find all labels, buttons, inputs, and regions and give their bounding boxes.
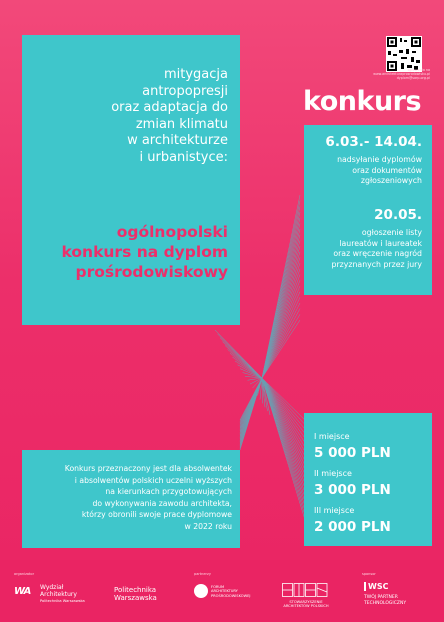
schedule-panel — [304, 125, 432, 295]
starburst-line — [262, 258, 300, 379]
wa-small-text: Politechnika Warszawska — [40, 599, 85, 603]
prize-amount-3: 2 000 PLN — [314, 519, 391, 535]
fapp-logo-icon — [194, 584, 208, 598]
schedule-text-1: nadsyłanie dyplomów oraz dokumentów zgłoszeniowych — [337, 155, 422, 185]
starburst-line — [262, 378, 305, 452]
partners-label: partnerzy — [194, 572, 211, 576]
prize-amount-2: 3 000 PLN — [314, 482, 391, 498]
prize-place-1: I miejsce — [314, 432, 350, 441]
page-title: konkurs — [303, 86, 422, 117]
qr-caption: zgłoszenia na www.architekturaprosrodowisku.pl dyplom@sarp.org.pl — [373, 68, 430, 80]
qr-code-icon[interactable] — [386, 36, 422, 72]
schedule-date-1: 6.03.- 14.04. — [325, 134, 422, 150]
starburst-line — [230, 353, 262, 378]
starburst-line — [262, 378, 305, 475]
headline: ogólnopolski konkurs na dyplom prośrodowiskowy — [61, 223, 228, 281]
main-panel — [22, 35, 240, 325]
partner-logo: WSC — [364, 582, 388, 591]
schedule-text-2: ogłoszenie listy laureatów i laureatek oraz wręczenie nagród przyznanych przez jury — [331, 228, 422, 269]
starburst-line — [235, 361, 262, 378]
sarp-logo-icon — [282, 582, 328, 596]
footer-logos — [0, 560, 444, 622]
starburst-line — [233, 357, 263, 378]
starburst-line — [262, 378, 305, 479]
wa-logo-text: Wydział Architektury — [40, 584, 77, 598]
starburst-line — [262, 378, 305, 470]
prize-place-2: II miejsce — [314, 469, 352, 478]
prize-place-3: III miejsce — [314, 506, 355, 515]
pw-logo-text: Politechnika Warszawska — [114, 586, 157, 602]
partner-text: TWÓJ PARTNER TECHNOLOGICZNY — [364, 595, 407, 606]
starburst-line — [262, 309, 300, 378]
starburst-line — [262, 378, 305, 434]
prize-amount-1: 5 000 PLN — [314, 445, 391, 461]
description-text: Konkurs przeznaczony jest dla absolwentek i absolwentów polskich uczelni wyższych na kierunkach przygotowujących do wykonywania zawodu architekta, którzy obronili swoje prace dyplomowe w 2022 roku — [64, 464, 232, 531]
sarp-small-text: STOWARZYSZENIE ARCHITEKTÓW POLSKICH — [283, 600, 329, 609]
fapp-logo-text: FORUM ARCHITEKTURY PROŚRODOWISKOWEJ — [211, 585, 251, 598]
schedule-date-2: 20.05. — [374, 207, 422, 223]
intro-text: mitygacja antropopresji oraz adaptacja do zmian klimatu w architekturze i urbanistyce: — [111, 67, 228, 165]
prizes-panel — [304, 413, 432, 546]
description-panel — [22, 450, 240, 548]
starburst-line — [262, 263, 300, 378]
starburst-line — [262, 252, 300, 378]
wa-logo: WA — [14, 586, 31, 597]
sponsor-label: sponsor — [362, 572, 376, 576]
organizer-label: organizator — [14, 572, 35, 576]
starburst-line — [262, 378, 305, 447]
